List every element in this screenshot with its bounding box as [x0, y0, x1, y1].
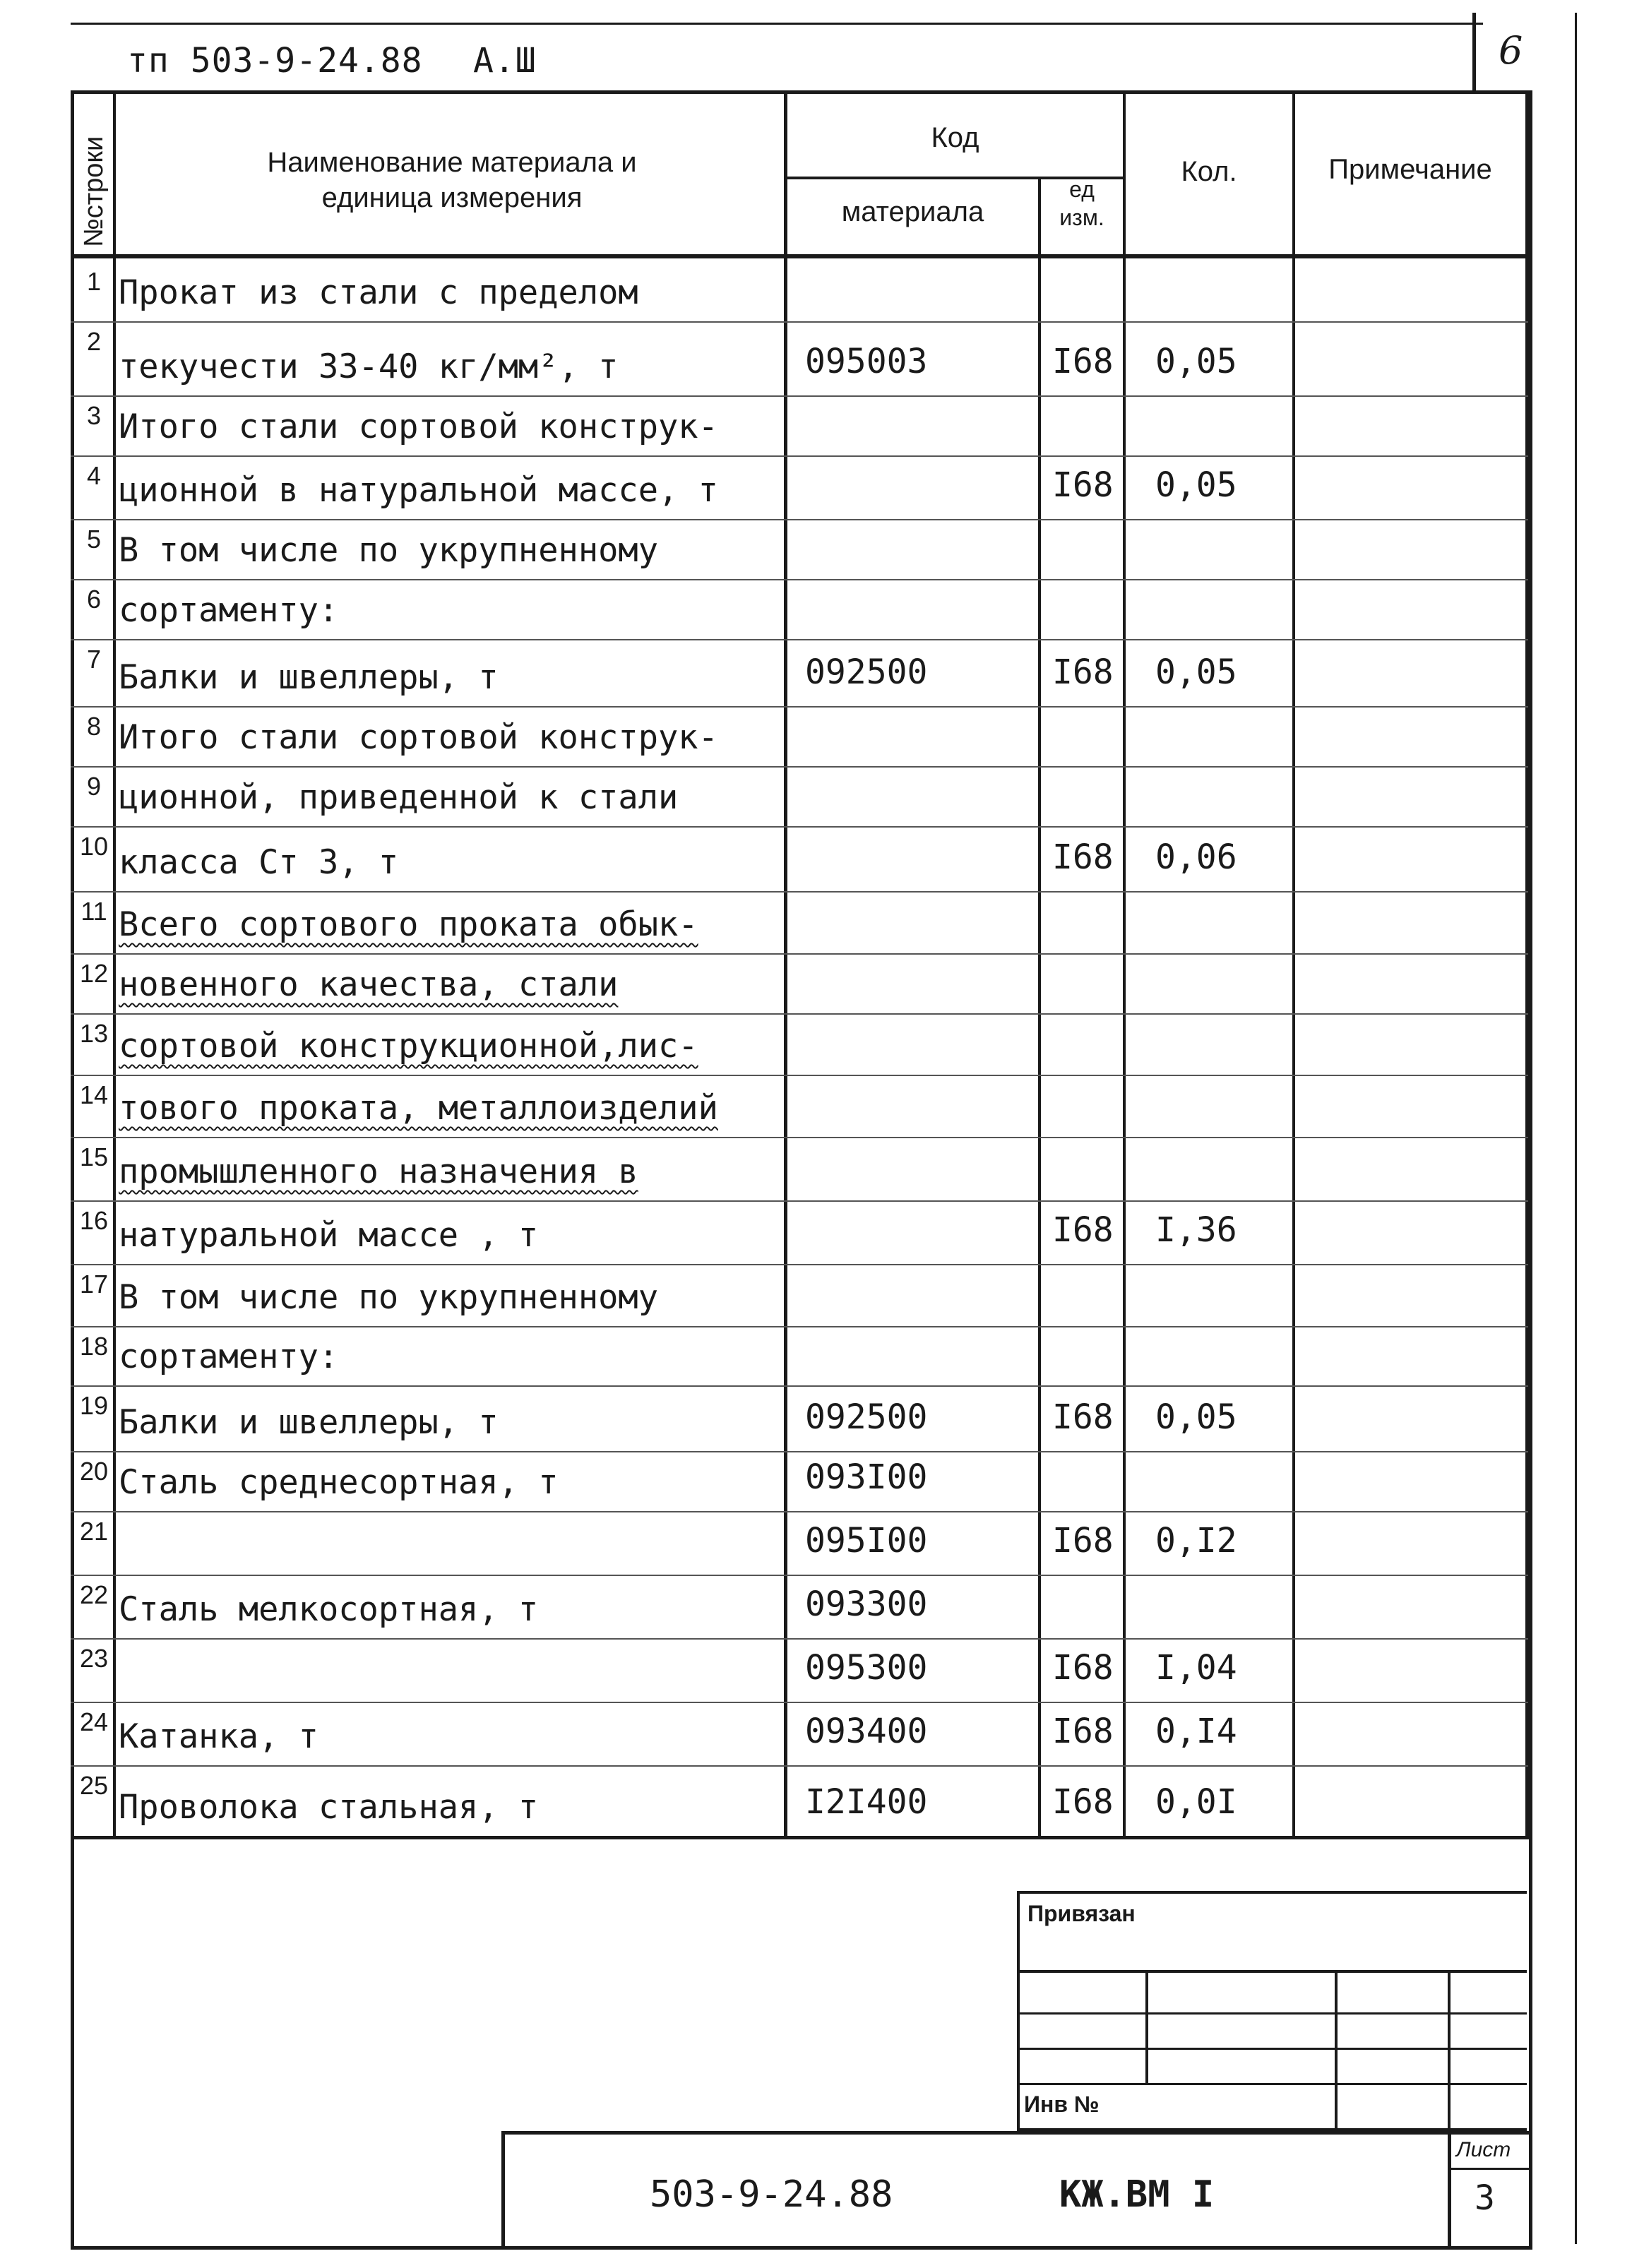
row-separator — [71, 706, 1528, 708]
row-separator — [71, 455, 1528, 457]
row-separator — [71, 579, 1528, 580]
material-unit: I68 — [1052, 1648, 1114, 1688]
material-name: В том числе по укрупненному — [119, 531, 659, 570]
material-qty: 0,06 — [1155, 837, 1237, 877]
header-name-line2: единица измерения — [321, 182, 583, 213]
material-code: 092500 — [805, 652, 928, 692]
material-name: класса Ст 3, т — [119, 843, 399, 882]
row-number: 18 — [79, 1332, 109, 1361]
sheet-label: Лист — [1456, 2138, 1511, 2161]
material-unit: I68 — [1052, 837, 1114, 877]
col-sep-code — [1038, 177, 1041, 1836]
row-number: 1 — [86, 267, 102, 296]
material-unit: I68 — [1052, 1521, 1114, 1560]
row-separator — [71, 1137, 1528, 1138]
material-code: 093300 — [805, 1584, 928, 1624]
material-name: новенного качества, стали — [119, 965, 619, 1004]
material-name: Балки и швеллеры, т — [119, 1403, 499, 1442]
stamp-col-1 — [1145, 1970, 1148, 2083]
stamp-inv-no: Инв № — [1024, 2091, 1100, 2117]
doc-ref: тп 503-9-24.88 — [127, 41, 423, 80]
stamp-col-2 — [1335, 1970, 1338, 2131]
header-row-no: №строки — [79, 136, 109, 247]
stamp-col-3 — [1448, 1970, 1451, 2131]
row-separator — [71, 953, 1528, 955]
material-name: Прокат из стали с пределом — [119, 273, 638, 312]
material-name: сортаменту: — [119, 1337, 339, 1376]
material-name: Итого стали сортовой конструк- — [119, 718, 718, 757]
row-number: 4 — [86, 461, 102, 490]
material-name: В том числе по укрупненному — [119, 1278, 659, 1317]
material-name: натуральной массе , т — [119, 1216, 539, 1255]
row-number: 20 — [79, 1457, 109, 1486]
header-code-material: материала — [841, 196, 984, 227]
row-separator — [71, 321, 1528, 323]
title-block-sheet-divider — [1448, 2131, 1451, 2250]
row-separator — [71, 826, 1528, 828]
header-code-unit-2: изм. — [1059, 205, 1104, 230]
header-bottom-rule — [71, 254, 1530, 258]
row-separator — [71, 1765, 1528, 1767]
title-block-sheet-rule — [1448, 2168, 1530, 2170]
row-separator — [71, 1200, 1528, 1202]
material-name: Сталь среднесортная, т — [119, 1463, 559, 1502]
row-separator — [71, 1264, 1528, 1265]
material-name: промышленного назначения в — [119, 1152, 638, 1191]
material-unit: I68 — [1052, 342, 1114, 381]
page-number: 6 — [1499, 28, 1523, 73]
material-name: сортаменту: — [119, 591, 339, 630]
row-number: 13 — [79, 1019, 109, 1048]
row-number: 7 — [86, 645, 102, 674]
row-separator — [71, 766, 1528, 768]
row-number: 3 — [86, 401, 102, 430]
row-number: 19 — [79, 1391, 109, 1420]
row-number: 16 — [79, 1206, 109, 1235]
row-number: 6 — [86, 585, 102, 614]
material-code: 095I00 — [805, 1521, 928, 1560]
row-separator — [71, 1638, 1528, 1640]
row-separator — [71, 1075, 1528, 1076]
row-number: 12 — [79, 959, 109, 988]
material-name: Итого стали сортовой конструк- — [119, 407, 718, 446]
row-number: 15 — [79, 1142, 109, 1171]
section-mark: А.Ш — [473, 41, 537, 80]
row-number: 11 — [81, 897, 107, 926]
header-qty: Кол. — [1181, 156, 1237, 187]
row-separator — [71, 1575, 1528, 1576]
row-number: 8 — [86, 712, 102, 741]
row-separator — [71, 519, 1528, 520]
material-code: 093I00 — [805, 1457, 928, 1497]
material-name: ционной, приведенной к стали — [119, 778, 679, 817]
material-qty: 0,05 — [1155, 1397, 1237, 1437]
material-unit: I68 — [1052, 1782, 1114, 1822]
row-number: 22 — [79, 1580, 109, 1609]
right-edge — [1575, 13, 1577, 2244]
row-number: 5 — [86, 525, 102, 554]
material-code: 092500 — [805, 1397, 928, 1437]
material-qty: 0,I2 — [1155, 1521, 1237, 1560]
material-unit: I68 — [1052, 1712, 1114, 1751]
row-number: 14 — [79, 1080, 109, 1109]
material-name: текучести 33-40 кг/мм², т — [119, 347, 619, 386]
row-separator — [71, 1511, 1528, 1512]
row-separator — [71, 891, 1528, 893]
row-number: 17 — [79, 1270, 109, 1299]
row-separator — [71, 395, 1528, 397]
material-code: 095300 — [805, 1648, 928, 1688]
material-qty: 0,I4 — [1155, 1712, 1237, 1751]
row-separator — [71, 1385, 1528, 1387]
material-qty: I,36 — [1155, 1210, 1237, 1250]
material-unit: I68 — [1052, 652, 1114, 692]
header-code: Код — [931, 122, 979, 153]
row-separator — [71, 1451, 1528, 1452]
material-name: тового проката, металлоизделий — [119, 1089, 718, 1128]
material-name: Катанка, т — [119, 1717, 318, 1756]
row-number: 24 — [79, 1707, 109, 1736]
row-number: 25 — [79, 1771, 109, 1800]
table-bottom-rule — [71, 1836, 1530, 1839]
row-separator — [71, 1013, 1528, 1015]
row-separator — [71, 639, 1528, 640]
row-separator — [71, 1702, 1528, 1703]
material-qty: 0,05 — [1155, 342, 1237, 381]
row-number: 10 — [79, 832, 109, 861]
sheet-value: 3 — [1475, 2178, 1495, 2218]
header-note: Примечание — [1328, 154, 1492, 185]
top-rule — [71, 23, 1483, 25]
project-code: 503-9-24.88 — [650, 2173, 893, 2216]
page-num-divider — [1472, 13, 1476, 92]
header-name-line1: Наименование материала и — [267, 147, 637, 178]
material-qty: 0,0I — [1155, 1782, 1237, 1822]
row-number: 23 — [79, 1644, 109, 1673]
row-number: 21 — [79, 1517, 109, 1546]
doc-mark: КЖ.ВМ I — [1059, 2173, 1215, 2216]
material-unit: I68 — [1052, 1397, 1114, 1437]
material-name: Сталь мелкосортная, т — [119, 1590, 539, 1629]
material-qty: 0,05 — [1155, 465, 1237, 505]
material-name: Балки и швеллеры, т — [119, 658, 499, 697]
material-unit: I68 — [1052, 465, 1114, 505]
material-unit: I68 — [1052, 1210, 1114, 1250]
material-code: 095003 — [805, 342, 928, 381]
material-name: Всего сортового проката обык- — [119, 905, 698, 944]
material-name: Проволока стальная, т — [119, 1788, 539, 1827]
material-name: ционной в натуральной массе, т — [119, 471, 718, 510]
material-qty: I,04 — [1155, 1648, 1237, 1688]
stamp-attached: Привязан — [1028, 1901, 1136, 1926]
material-code: 093400 — [805, 1712, 928, 1751]
row-separator — [71, 1326, 1528, 1327]
material-code: I2I400 — [805, 1782, 928, 1822]
row-number: 2 — [86, 327, 102, 356]
header-code-unit-1: ед — [1069, 177, 1095, 202]
row-number: 9 — [86, 772, 102, 801]
material-qty: 0,05 — [1155, 652, 1237, 692]
material-name: сортовой конструкционной,лис- — [119, 1027, 698, 1066]
